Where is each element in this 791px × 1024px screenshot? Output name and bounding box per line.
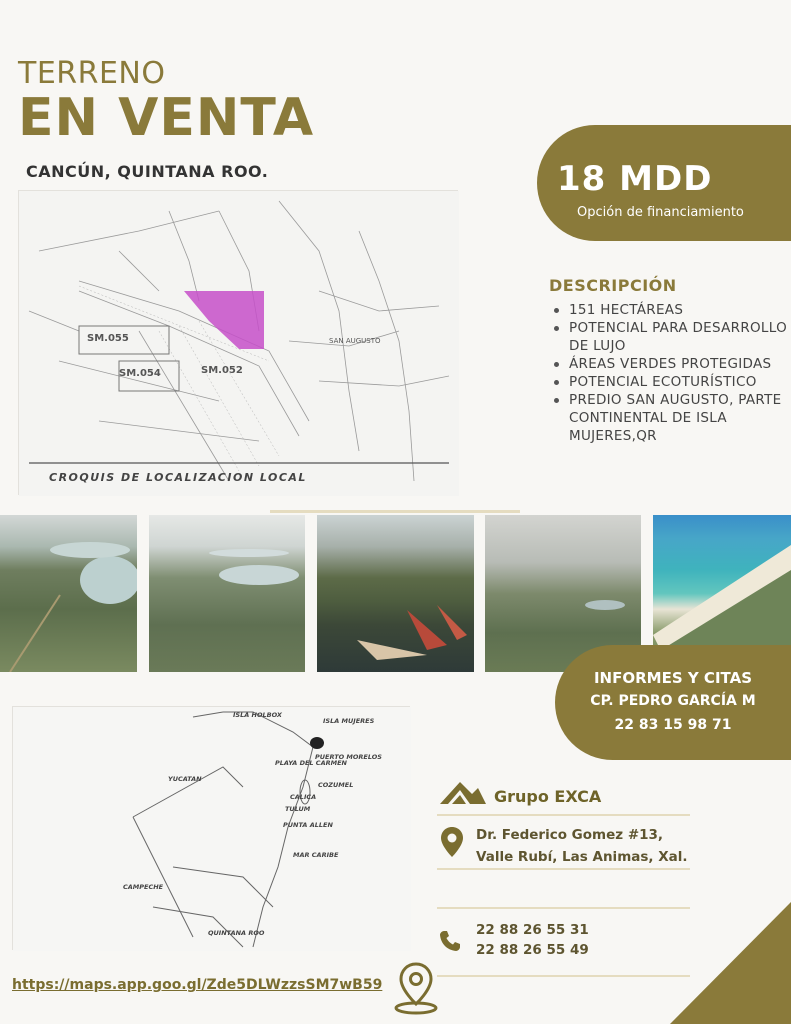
company-phones (476, 920, 589, 960)
address-line1: Dr. Federico Gomez #13, (476, 827, 664, 843)
sketch-label-san-augusto: SAN AUGUSTO (329, 337, 381, 345)
divider (437, 868, 690, 870)
description-item: 151 HECTÁREAS (549, 301, 789, 319)
divider (437, 907, 690, 909)
map-label: TULUM (285, 805, 311, 813)
description-heading: DESCRIPCIÓN (549, 276, 677, 295)
aerial-photo-3 (317, 515, 474, 672)
map-label: ISLA MUJERES (323, 717, 375, 725)
contact-phone[interactable]: 22 83 15 98 71 (614, 717, 732, 733)
location-label: CANCÚN, QUINTANA ROO. (26, 162, 269, 181)
map-label: PLAYA DEL CARMEN (275, 759, 347, 767)
regional-map (12, 706, 410, 950)
map-label: COZUMEL (318, 781, 354, 789)
contact-name: CP. PEDRO GARCÍA M (590, 693, 756, 709)
company-address (476, 824, 688, 868)
location-sketch-map (18, 190, 458, 495)
map-label: QUINTANA ROO (208, 929, 265, 937)
address-line2: Valle Rubí, Las Animas, Xal. (476, 849, 688, 865)
map-label: PUNTA ALLEN (283, 821, 333, 829)
description-section (549, 276, 789, 445)
contact-badge (555, 645, 791, 760)
map-label: MAR CARIBE (293, 851, 339, 859)
description-item: PREDIO SAN AUGUSTO, PARTE CONTINENTAL DE ISLA MUJERES,QR (549, 391, 789, 445)
sketch-caption: CROQUIS DE LOCALIZACION LOCAL (49, 471, 307, 484)
sketch-label-sm055: SM.055 (87, 333, 129, 344)
map-label: CALICA (290, 793, 317, 801)
sketch-label-sm054: SM.054 (119, 368, 161, 379)
title-line1: TERRENO (18, 56, 166, 91)
location-pin-icon (440, 826, 464, 858)
aerial-photo-2 (149, 515, 305, 672)
title-line2: EN VENTA (18, 88, 315, 148)
map-label: ISLA HOLBOX (233, 711, 282, 719)
description-item: POTENCIAL ECOTURÍSTICO (549, 373, 789, 391)
price-badge (537, 125, 791, 241)
phone-number[interactable]: 22 88 26 55 31 (476, 922, 589, 938)
description-item: POTENCIAL PARA DESARROLLO DE LUJO (549, 319, 789, 355)
divider (270, 510, 520, 513)
description-item: ÁREAS VERDES PROTEGIDAS (549, 355, 789, 373)
description-list (549, 301, 789, 445)
map-pin-icon[interactable] (394, 960, 438, 1016)
contact-heading: INFORMES Y CITAS (593, 669, 753, 687)
map-label: CAMPECHE (123, 883, 164, 891)
phone-number[interactable]: 22 88 26 55 49 (476, 942, 589, 958)
corner-decoration (670, 902, 791, 1024)
price-amount: 18 MDD (557, 159, 713, 199)
financing-label: Opción de financiamiento (577, 205, 744, 220)
divider (437, 814, 690, 816)
house-logo-icon (438, 778, 488, 806)
divider (437, 975, 690, 977)
map-label: PUERTO MORELOS (315, 753, 382, 761)
phone-icon (438, 929, 462, 953)
company-name: Grupo EXCA (494, 787, 602, 806)
sketch-label-sm052: SM.052 (201, 365, 243, 376)
map-link[interactable]: https://maps.app.goo.gl/Zde5DLWzzsSM7wB59 (12, 977, 383, 993)
aerial-photo-1 (0, 515, 137, 672)
map-label: YUCATAN (168, 775, 202, 783)
